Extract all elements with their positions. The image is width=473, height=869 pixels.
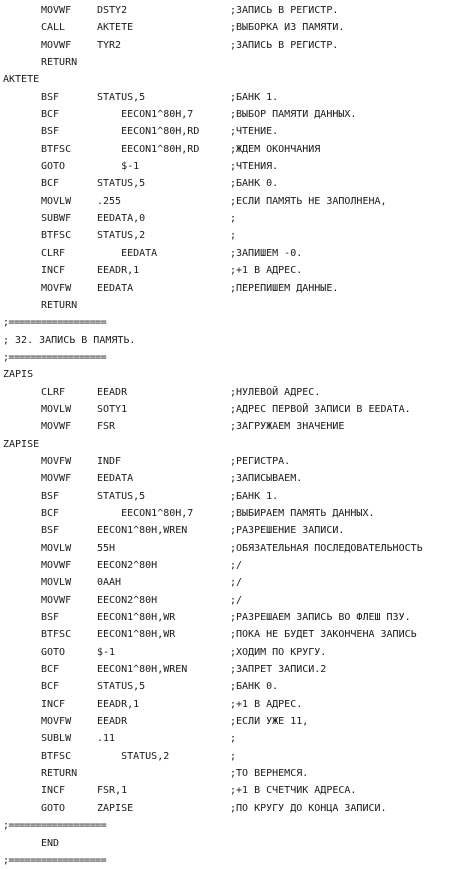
code-line	[0, 37, 473, 54]
code-line	[0, 141, 473, 158]
code-line	[0, 730, 473, 747]
code-line	[0, 713, 473, 730]
code-operand: EEADR	[97, 386, 128, 398]
code-operand: EEDATA	[97, 473, 134, 485]
code-comment: ;ЗАПИСЬ В РЕГИСТР.	[230, 5, 339, 16]
code-operand: EECON1^80H,WR	[97, 612, 176, 624]
code-line	[0, 2, 473, 19]
code-line	[0, 661, 473, 678]
code-opcode: GOTO	[41, 161, 66, 173]
code-line	[0, 574, 473, 591]
code-label-line	[0, 71, 473, 88]
code-comment: ;РЕГИСТРА.	[230, 455, 291, 467]
code-label-line	[0, 366, 473, 383]
code-operand: STATUS,5	[97, 178, 146, 190]
code-comment: ;БАНК 0.	[230, 681, 279, 693]
separator-line	[0, 314, 473, 331]
code-operand: .255	[97, 195, 122, 207]
code-operand: STATUS,5	[97, 91, 146, 103]
code-operand: EECON1^80H,7	[97, 109, 194, 121]
code-operand: STATUS,5	[97, 490, 146, 502]
code-comment: ;ВЫБИРАЕМ ПАМЯТЬ ДАННЫХ.	[230, 507, 375, 519]
code-line	[0, 106, 473, 123]
code-opcode: MOVWF	[41, 473, 72, 485]
code-operand: FSR,1	[97, 785, 128, 797]
code-opcode: BCF	[41, 681, 60, 693]
code-comment: ;ЗАПИШЕМ -0.	[230, 247, 303, 259]
code-operand: DSTY2	[97, 5, 128, 16]
code-comment: ;/	[230, 594, 243, 606]
code-line	[0, 696, 473, 713]
separator-text: ;==================	[3, 351, 106, 363]
code-operand: EEDATA,0	[97, 213, 146, 225]
code-opcode: SUBLW	[41, 733, 72, 745]
code-comment: ;+1 В СЧЕТЧИК АДРЕСА.	[230, 785, 357, 797]
code-opcode: BTFSC	[41, 629, 72, 641]
code-label: ZAPISE	[3, 438, 40, 450]
code-comment: ;ЕСЛИ УЖЕ 11,	[230, 716, 309, 728]
code-opcode: MOVLW	[41, 195, 72, 207]
code-opcode: INCF	[41, 698, 66, 710]
code-comment: ;АДРЕС ПЕРВОЙ ЗАПИСИ В EEDATA.	[230, 403, 411, 415]
code-line	[0, 401, 473, 418]
separator-text: ;==================	[3, 854, 106, 866]
code-operand: EEDATA	[97, 282, 134, 294]
code-line	[0, 297, 473, 314]
code-operand: EEDATA	[97, 247, 158, 259]
separator-text: ;==================	[3, 317, 106, 329]
section-heading-text: ; 32. ЗАПИСЬ В ПАМЯТЬ.	[3, 334, 136, 346]
code-line	[0, 782, 473, 799]
code-line	[0, 89, 473, 106]
code-comment: ;ЧТЕНИЯ.	[230, 161, 279, 173]
code-opcode: MOVFW	[41, 716, 72, 728]
code-line	[0, 557, 473, 574]
code-opcode: MOVWF	[41, 421, 72, 433]
code-line	[0, 800, 473, 817]
code-comment: ;ПОКА НЕ БУДЕТ ЗАКОНЧЕНА ЗАПИСЬ	[230, 629, 417, 641]
separator-text: ;==================	[3, 820, 106, 832]
code-comment: ;ОБЯЗАТЕЛЬНАЯ ПОСЛЕДОВАТЕЛЬНОСТЬ	[230, 542, 423, 554]
code-line	[0, 175, 473, 192]
code-opcode: BCF	[41, 507, 60, 519]
code-opcode: END	[41, 837, 60, 849]
code-opcode: INCF	[41, 785, 66, 797]
code-line	[0, 262, 473, 279]
code-operand: EECON1^80H,7	[97, 507, 194, 519]
code-opcode: BCF	[41, 178, 60, 190]
code-operand: EECON1^80H,RD	[97, 126, 200, 138]
code-label: AKTETE	[3, 74, 40, 86]
separator-line	[0, 852, 473, 869]
code-comment: ;+1 В АДРЕС.	[230, 265, 303, 277]
code-opcode: MOVLW	[41, 577, 72, 589]
code-comment: ;РАЗРЕШЕНИЕ ЗАПИСИ.	[230, 525, 345, 537]
code-opcode: INCF	[41, 265, 66, 277]
code-operand: 0AAH	[97, 577, 122, 589]
code-line	[0, 384, 473, 401]
separator-line	[0, 817, 473, 834]
code-opcode: MOVWF	[41, 560, 72, 571]
code-comment: ;	[230, 733, 237, 745]
code-line	[0, 644, 473, 661]
code-operand: STATUS,2	[97, 750, 170, 762]
code-line	[0, 748, 473, 765]
code-opcode: CLRF	[41, 386, 66, 398]
code-operand: EECON2^80H	[97, 560, 158, 571]
code-comment: ;ХОДИМ ПО КРУГУ.	[230, 646, 327, 658]
code-line	[0, 626, 473, 643]
code-line	[0, 193, 473, 210]
code-line	[0, 123, 473, 140]
code-opcode: BTFSC	[41, 750, 72, 762]
code-line	[0, 609, 473, 626]
code-operand: 55H	[97, 542, 116, 554]
code-opcode: GOTO	[41, 802, 66, 814]
code-line	[0, 470, 473, 487]
code-comment: ;БАНК 1.	[230, 91, 279, 103]
code-operand: TYR2	[97, 39, 122, 51]
code-operand: EEADR,1	[97, 265, 140, 277]
code-line	[0, 592, 473, 609]
code-operand: AKTETE	[97, 22, 134, 34]
code-comment: ;	[230, 230, 237, 242]
code-line	[0, 835, 473, 852]
code-comment: ;	[230, 213, 237, 225]
code-opcode: MOVFW	[41, 282, 72, 294]
code-opcode: BCF	[41, 664, 60, 676]
code-comment: ;	[230, 750, 237, 762]
code-operand: INDF	[97, 455, 122, 467]
code-opcode: RETURN	[41, 768, 78, 780]
code-line	[0, 158, 473, 175]
code-opcode: BSF	[41, 91, 60, 103]
code-opcode: SUBWF	[41, 213, 72, 225]
code-line	[0, 522, 473, 539]
code-opcode: CLRF	[41, 247, 66, 259]
code-comment: ;/	[230, 560, 243, 571]
code-label: ZAPIS	[3, 369, 34, 381]
code-operand: EECON1^80H,WREN	[97, 525, 188, 537]
code-comment: ;/	[230, 577, 243, 589]
code-comment: ;ПЕРЕПИШЕМ ДАННЫЕ.	[230, 282, 339, 294]
code-line	[0, 678, 473, 695]
code-comment: ;БАНК 1.	[230, 490, 279, 502]
code-line	[0, 418, 473, 435]
code-opcode: BTFSC	[41, 230, 72, 242]
code-comment: ;ЕСЛИ ПАМЯТЬ НЕ ЗАПОЛНЕНА,	[230, 195, 387, 207]
code-opcode: RETURN	[41, 299, 78, 311]
code-opcode: MOVLW	[41, 403, 72, 415]
code-opcode: MOVWF	[41, 594, 72, 606]
code-comment: ;ЗАПРЕТ ЗАПИСИ.2	[230, 664, 327, 676]
code-opcode: BSF	[41, 612, 60, 624]
code-opcode: MOVWF	[41, 5, 72, 16]
code-operand: .11	[97, 733, 116, 745]
code-comment: ;ТО ВЕРНЕМСЯ.	[230, 768, 309, 780]
code-operand: $-1	[97, 161, 140, 173]
code-operand: EEADR,1	[97, 698, 140, 710]
code-opcode: RETURN	[41, 57, 78, 69]
code-line	[0, 19, 473, 36]
code-operand: FSR	[97, 421, 116, 433]
code-comment: ;ЗАГРУЖАЕМ ЗНАЧЕНИЕ	[230, 421, 345, 433]
code-operand: STATUS,2	[97, 230, 146, 242]
code-comment: ;ЗАПИСЫВАЕМ.	[230, 473, 303, 485]
code-comment: ;ЗАПИСЬ В РЕГИСТР.	[230, 39, 339, 51]
code-comment: ;ЧТЕНИЕ.	[230, 126, 279, 138]
code-opcode: BSF	[41, 490, 60, 502]
code-opcode: BCF	[41, 109, 60, 121]
code-operand: EECON1^80H,WR	[97, 629, 176, 641]
code-line	[0, 227, 473, 244]
code-opcode: MOVLW	[41, 542, 72, 554]
code-comment: ;НУЛЕВОЙ АДРЕС.	[230, 386, 321, 398]
code-comment: ;ВЫБОРКА ИЗ ПАМЯТИ.	[230, 22, 345, 34]
code-comment: ;РАЗРЕШАЕМ ЗАПИСЬ ВО ФЛЕШ ПЗУ.	[230, 612, 411, 624]
code-line	[0, 245, 473, 262]
code-operand: STATUS,5	[97, 681, 146, 693]
code-operand: EECON2^80H	[97, 594, 158, 606]
code-line	[0, 765, 473, 782]
code-line	[0, 540, 473, 557]
code-comment: ;БАНК 0.	[230, 178, 279, 190]
separator-line	[0, 349, 473, 366]
code-operand: $-1	[97, 646, 116, 658]
code-line	[0, 505, 473, 522]
code-opcode: BSF	[41, 525, 60, 537]
code-comment: ;ПО КРУГУ ДО КОНЦА ЗАПИСИ.	[230, 802, 387, 814]
code-opcode: MOVFW	[41, 455, 72, 467]
code-comment: ;+1 В АДРЕС.	[230, 698, 303, 710]
code-comment: ;ЖДЕМ ОКОНЧАНИЯ	[230, 143, 321, 155]
code-opcode: CALL	[41, 22, 66, 34]
code-label-line	[0, 436, 473, 453]
code-line	[0, 210, 473, 227]
code-line	[0, 453, 473, 470]
code-operand: ZAPISE	[97, 802, 134, 814]
code-operand: EECON1^80H,WREN	[97, 664, 188, 676]
code-comment: ;ВЫБОР ПАМЯТИ ДАННЫХ.	[230, 109, 357, 121]
code-operand: EECON1^80H,RD	[97, 143, 200, 155]
code-opcode: BTFSC	[41, 143, 72, 155]
code-operand: EEADR	[97, 716, 128, 728]
section-heading	[0, 332, 473, 349]
code-operand: SOTY1	[97, 403, 128, 415]
code-listing	[0, 2, 473, 869]
code-opcode: MOVWF	[41, 39, 72, 51]
code-line	[0, 280, 473, 297]
code-opcode: BSF	[41, 126, 60, 138]
code-opcode: GOTO	[41, 646, 66, 658]
code-line	[0, 54, 473, 71]
code-line	[0, 488, 473, 505]
